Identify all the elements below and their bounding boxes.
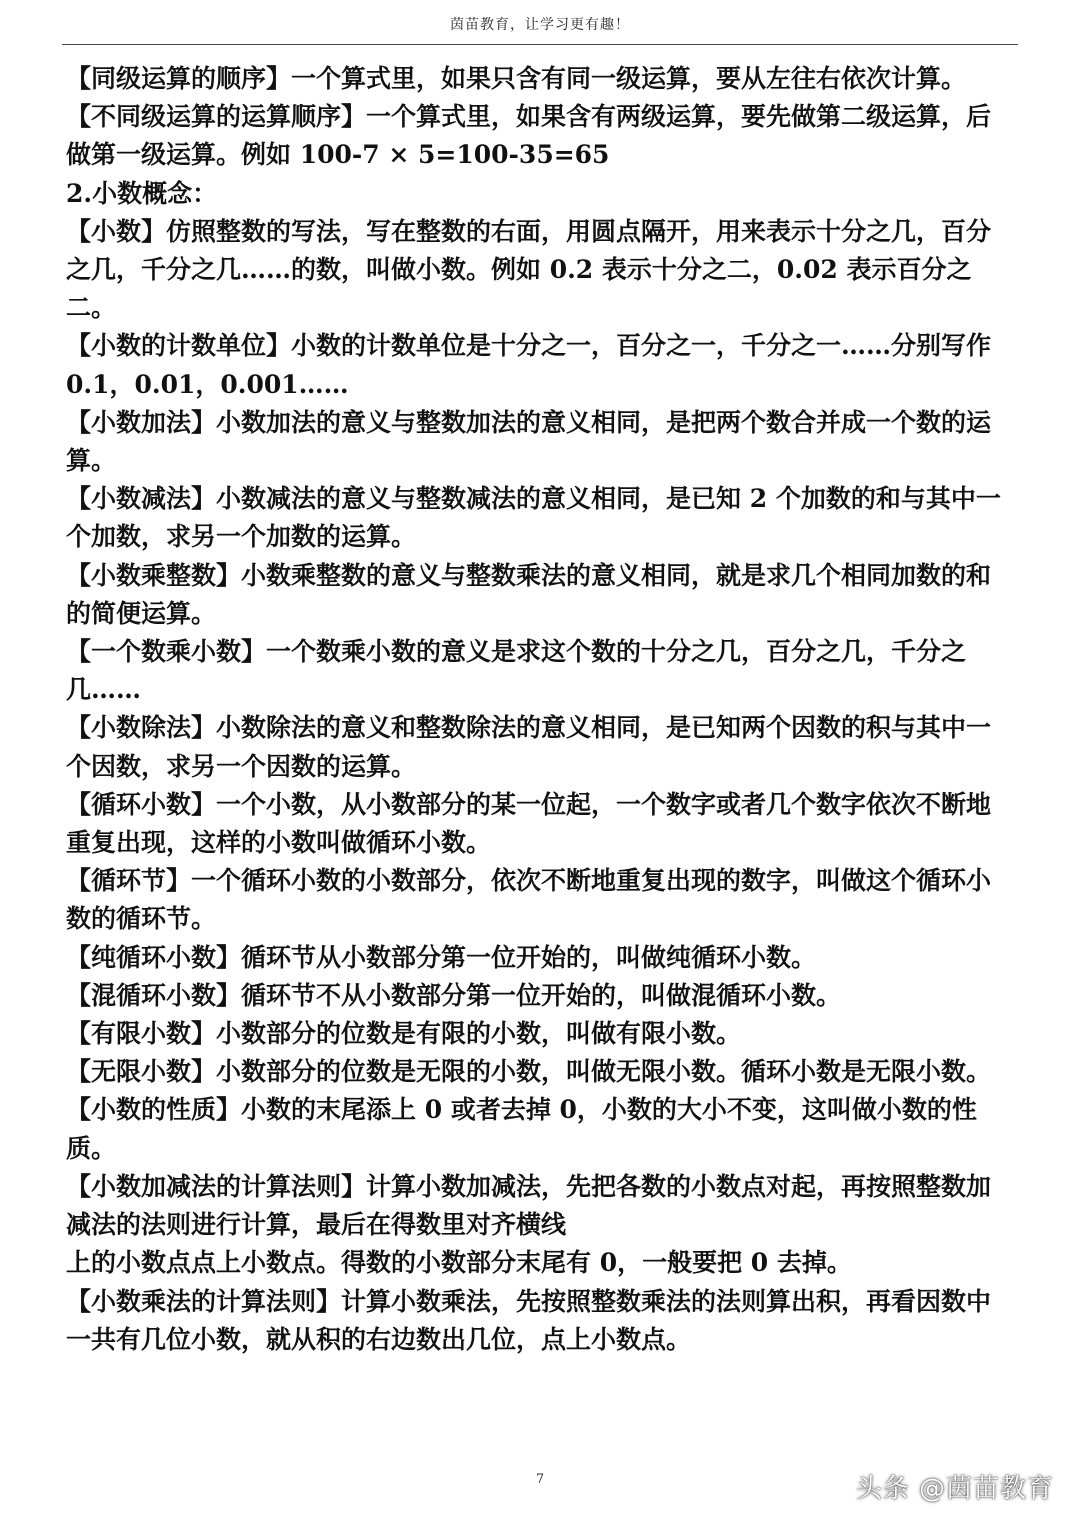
section-heading: 2.小数概念：	[66, 178, 218, 208]
term-label: 【小数加减法的计算法则】	[66, 1171, 367, 1201]
term-label: 【小数乘法的计算法则】	[66, 1286, 342, 1316]
paragraph-decimal-times-integer	[66, 557, 1006, 633]
definition-text: 小数乘整数的意义与整数乘法的意义相同，就是求几个相同加数的和的简便运算。	[66, 560, 992, 628]
paragraph-add-subtract-rule	[66, 1168, 1006, 1244]
term-label: 【小数减法】	[66, 484, 217, 514]
paragraph-same-level-order	[66, 60, 1006, 98]
term-label: 【循环小数】	[66, 789, 217, 819]
definition-text: 一个小数，从小数部分的某一位起，一个数字或者几个数字依次不断地重复出现，这样的小数叫做循环小数。	[66, 789, 992, 858]
definition-text: 小数加法的意义与整数加法的意义相同，是把两个数合并成一个数的运算。	[66, 407, 992, 476]
paragraph-decimal-division	[66, 709, 1006, 785]
paragraph-repetend	[66, 862, 1006, 938]
term-label: 【小数乘整数】	[66, 560, 242, 590]
paragraph-finite-decimal	[66, 1015, 1006, 1053]
paragraph-decimal	[66, 213, 1006, 328]
term-label: 【小数】	[66, 216, 167, 246]
paragraph-mixed-repeating	[66, 977, 1006, 1015]
definition-text: 小数部分的位数是有限的小数，叫做有限小数。	[216, 1019, 742, 1049]
paragraph-pure-repeating	[66, 939, 1006, 977]
definition-text: 一个循环小数的小数部分，依次不断地重复出现的数字，叫做这个循环小数的循环节。	[66, 866, 992, 934]
definition-text: 一个算式里，如果只含有同一级运算，要从左往右依次计算。	[291, 64, 967, 93]
paragraph-decimal-property	[66, 1091, 1006, 1167]
term-label: 【小数的性质】	[66, 1095, 242, 1125]
page-number: 7	[535, 1472, 545, 1487]
definition-text: 小数的末尾添上 0 或者去掉 0，小数的大小不变，这叫做小数的性质。	[66, 1095, 977, 1163]
definition-text: 循环节不从小数部分第一位开始的，叫做混循环小数。	[241, 980, 842, 1010]
definition-text: 循环节从小数部分第一位开始的，叫做纯循环小数。	[241, 942, 817, 972]
definition-text: 计算小数加减法，先把各数的小数点对起，再按照整数加减法的法则进行计算，最后在得数里对齐横线	[66, 1171, 992, 1240]
paragraph-number-times-decimal	[66, 633, 1006, 709]
paragraph-infinite-decimal	[66, 1053, 1006, 1091]
term-label: 【纯循环小数】	[66, 942, 242, 972]
term-label: 【不同级运算的运算顺序】	[66, 102, 367, 132]
paragraph-decimal-subtraction	[66, 480, 1006, 556]
term-label: 【有限小数】	[66, 1019, 217, 1049]
term-label: 【同级运算的顺序】	[66, 64, 292, 93]
definition-text: 一个算式里，如果含有两级运算，要先做第二级运算，后做第一级运算。例如 100-7 × 5=100-35=65	[66, 102, 992, 170]
definition-text: 计算小数乘法，先按照整数乘法的法则算出积，再看因数中一共有几位小数，就从积的右边数出几位，点上小数点。	[66, 1286, 992, 1354]
term-label: 【小数加法】	[66, 407, 217, 437]
term-label: 【小数除法】	[66, 713, 217, 743]
document-body	[66, 60, 1006, 1359]
paragraph-repeating-decimal	[66, 786, 1006, 862]
header-divider	[62, 44, 1018, 45]
term-label: 【无限小数】	[66, 1057, 217, 1087]
definition-text: 小数除法的意义和整数除法的意义相同，是已知两个因数的积与其中一个因数，求另一个因数的运算。	[66, 713, 992, 781]
term-label: 【一个数乘小数】	[66, 637, 267, 667]
paragraph-decimal-units	[66, 327, 1006, 403]
definition-text: 小数减法的意义与整数减法的意义相同，是已知 2 个加数的和与其中一个加数，求另一个加数的运算。	[66, 484, 1001, 552]
definition-text: 仿照整数的写法，写在整数的右面，用圆点隔开，用来表示十分之几，百分之几，千分之几……的数，叫做小数。例如 0.2 表示十分之二，0.02 表示百分之二。	[66, 216, 992, 323]
watermark: 头条 @茵苗教育	[855, 1474, 1054, 1504]
paragraph-multiplication-rule	[66, 1283, 1006, 1359]
definition-text: 一个数乘小数的意义是求这个数的十分之几，百分之几，千分之几……	[66, 637, 967, 705]
paragraph-decimal-addition	[66, 404, 1006, 480]
definition-text: 小数的计数单位是十分之一，百分之一，千分之一……分别写作 0.1，0.01，0.001……	[66, 331, 992, 399]
term-label: 【循环节】	[66, 866, 192, 896]
paragraph-add-subtract-rule-continued: 上的小数点点上小数点。得数的小数部分末尾有 0，一般要把 0 去掉。	[66, 1248, 852, 1278]
term-label: 【小数的计数单位】	[66, 331, 292, 361]
term-label: 【混循环小数】	[66, 980, 242, 1010]
paragraph-different-level-order	[66, 98, 1006, 174]
page-header: 茵苗教育，让学习更有趣！	[450, 17, 630, 33]
definition-text: 小数部分的位数是无限的小数，叫做无限小数。循环小数是无限小数。	[216, 1057, 992, 1087]
